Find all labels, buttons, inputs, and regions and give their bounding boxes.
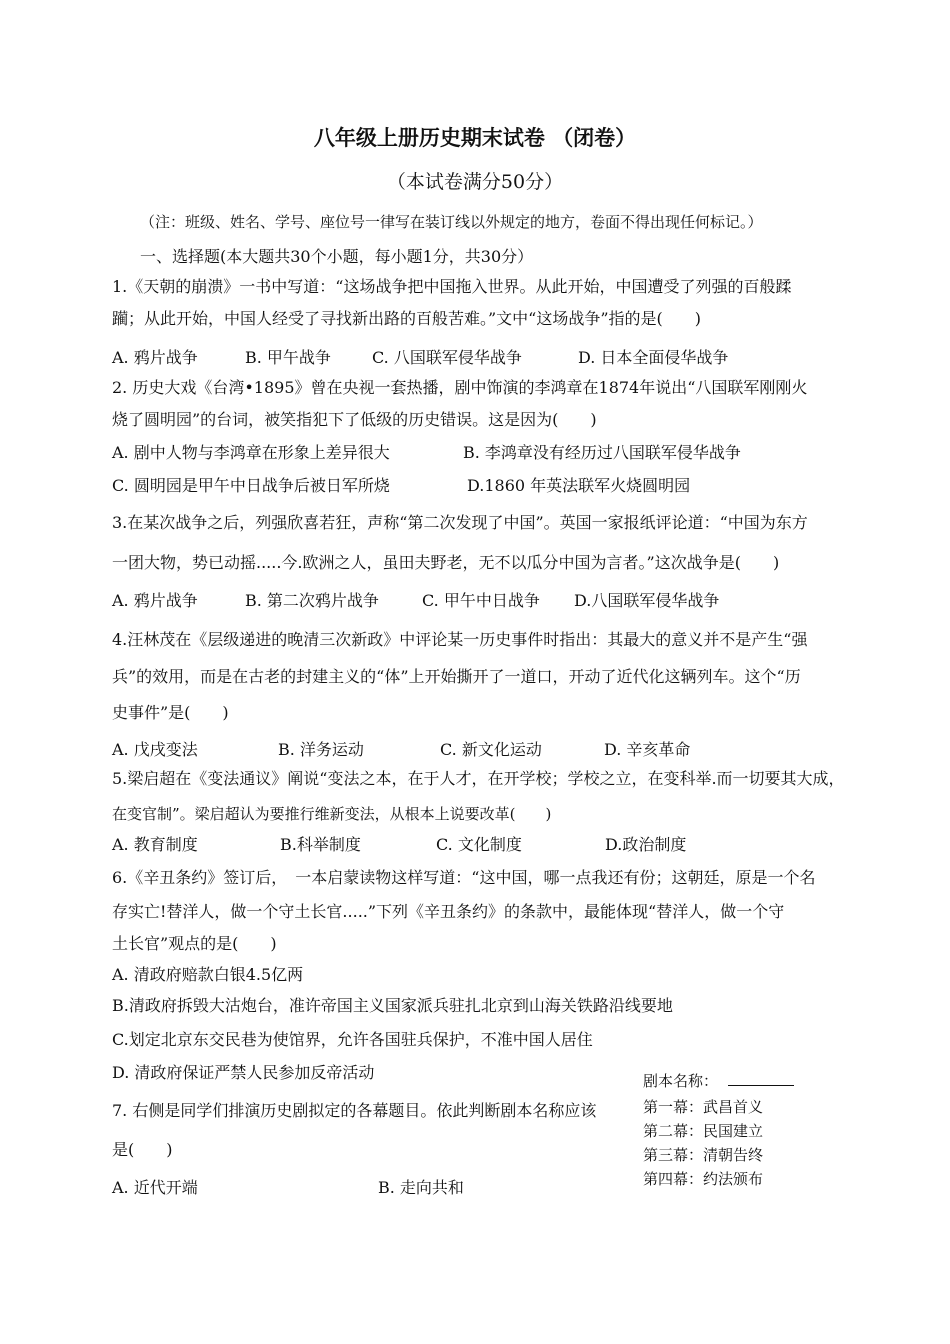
- question-7-line-2: 是( ): [112, 1140, 173, 1159]
- question-2-line-2: 烧了圆明园”的台词，被笑指犯下了低级的历史错误。这是因为( ): [112, 410, 597, 429]
- act-2: 第二幕：民国建立: [643, 1122, 764, 1140]
- question-3-option-b: B. 第二次鸦片战争: [245, 591, 379, 610]
- question-4-option-c: C. 新文化运动: [440, 740, 542, 759]
- page-subtitle: （本试卷满分50分）: [386, 171, 564, 193]
- question-5-line-1: 5.梁启超在《变法通议》阐说“变法之本，在于人才，在开学校；学校之立，在变科举.而一切要其大成，: [112, 769, 845, 788]
- act-3: 第三幕：清朝告终: [643, 1146, 764, 1164]
- question-5-line-2: 在变官制”。梁启超认为要推行维新变法，从根本上说要改革( ): [112, 805, 552, 823]
- question-6-option-c: C.划定北京东交民巷为使馆界，允许各国驻兵保护，不准中国人居住: [112, 1030, 593, 1049]
- instructions-note: （注：班级、姓名、学号、座位号一律写在装订线以外规定的地方，卷面不得出现任何标记。）: [140, 213, 763, 231]
- question-7-option-a: A. 近代开端: [112, 1178, 198, 1197]
- question-2-option-d: D.1860 年英法联军火烧圆明园: [467, 476, 691, 495]
- script-name-label: [643, 1071, 794, 1091]
- question-5-option-a: A. 教育制度: [112, 835, 198, 854]
- question-1-line-2: 躏；从此开始，中国人经受了寻找新出路的百般苦难。”文中“这场战争”指的是( ): [112, 309, 702, 328]
- question-2-line-1: 2. 历史大戏《台湾•1895》曾在央视一套热播，剧中饰演的李鸿章在1874年说出“八国联军刚刚火: [112, 378, 808, 397]
- question-2-option-a: A. 剧中人物与李鸿章在形象上差异很大: [112, 443, 390, 462]
- page-title: 八年级上册历史期末试卷 （闭卷）: [313, 125, 637, 150]
- question-4-option-a: A. 戊戌变法: [112, 740, 198, 759]
- question-4-line-1: 4.汪林茂在《层级递进的晚清三次新政》中评论某一历史事件时指出：其最大的意义并不是产生“强: [112, 630, 808, 649]
- question-6-option-a: A. 清政府赔款白银4.5亿两: [112, 965, 304, 984]
- script-name-blank: [728, 1071, 794, 1086]
- question-3-option-c: C. 甲午中日战争: [422, 591, 540, 610]
- question-4-option-b: B. 洋务运动: [278, 740, 364, 759]
- question-4-line-3: 史事件”是( ): [112, 703, 229, 722]
- question-4-line-2: 兵”的效用，而是在古老的封建主义的“体”上开始撕开了一道口，开动了近代化这辆列车。这个“历: [112, 667, 801, 686]
- question-3-line-2: 一团大物，势已动摇.....今.欧洲之人，虽田夫野老，无不以瓜分中国为言者。”这次战争是( ): [112, 553, 780, 572]
- question-1-option-c: C. 八国联军侵华战争: [372, 348, 522, 367]
- question-4-option-d: D. 辛亥革命: [604, 740, 691, 759]
- act-4: 第四幕：约法颁布: [643, 1170, 764, 1188]
- question-7-option-b: B. 走向共和: [378, 1178, 464, 1197]
- question-7-line-1: 7. 右侧是同学们排演历史剧拟定的各幕题目。依此判断剧本名称应该: [112, 1101, 597, 1120]
- script-name-title: 剧本名称：: [643, 1072, 719, 1090]
- question-5-option-d: D.政治制度: [605, 835, 687, 854]
- question-5-option-b: B.科举制度: [280, 835, 361, 854]
- question-1-option-d: D. 日本全面侵华战争: [578, 348, 729, 367]
- question-6-line-1: 6.《辛丑条约》签订后， 一本启蒙读物这样写道：“这中国，哪一点我还有份；这朝廷，原是一个名: [112, 868, 816, 887]
- question-6-option-b: B.清政府拆毁大沽炮台，准许帝国主义国家派兵驻扎北京到山海关铁路沿线要地: [112, 996, 673, 1015]
- question-1-option-b: B. 甲午战争: [245, 348, 331, 367]
- question-3-option-a: A. 鸦片战争: [112, 591, 198, 610]
- question-5-option-c: C. 文化制度: [436, 835, 522, 854]
- question-1-option-a: A. 鸦片战争: [112, 348, 198, 367]
- act-1: 第一幕：武昌首义: [643, 1098, 764, 1116]
- question-1-line-1: 1.《天朝的崩溃》一书中写道：“这场战争把中国拖入世界。从此开始，中国遭受了列强的百般蹂: [112, 277, 792, 296]
- section-heading: 一、选择题(本大题共30个小题，每小题1分，共30分）: [140, 247, 534, 266]
- question-6-line-3: 土长官”观点的是( ): [112, 934, 277, 953]
- question-2-option-c: C. 圆明园是甲午中日战争后被日军所烧: [112, 476, 390, 495]
- question-6-line-2: 存实亡!替洋人，做一个守土长官.....”下列《辛丑条约》的条款中，最能体现“替洋人，做一个守: [112, 902, 785, 921]
- question-3-line-1: 3.在某次战争之后，列强欣喜若狂，声称“第二次发现了中国”。英国一家报纸评论道：“中国为东方: [112, 513, 808, 532]
- question-3-option-d: D.八国联军侵华战争: [574, 591, 720, 610]
- question-2-option-b: B. 李鸿章没有经历过八国联军侵华战争: [463, 443, 741, 462]
- question-6-option-d: D. 清政府保证严禁人民参加反帝活动: [112, 1063, 375, 1082]
